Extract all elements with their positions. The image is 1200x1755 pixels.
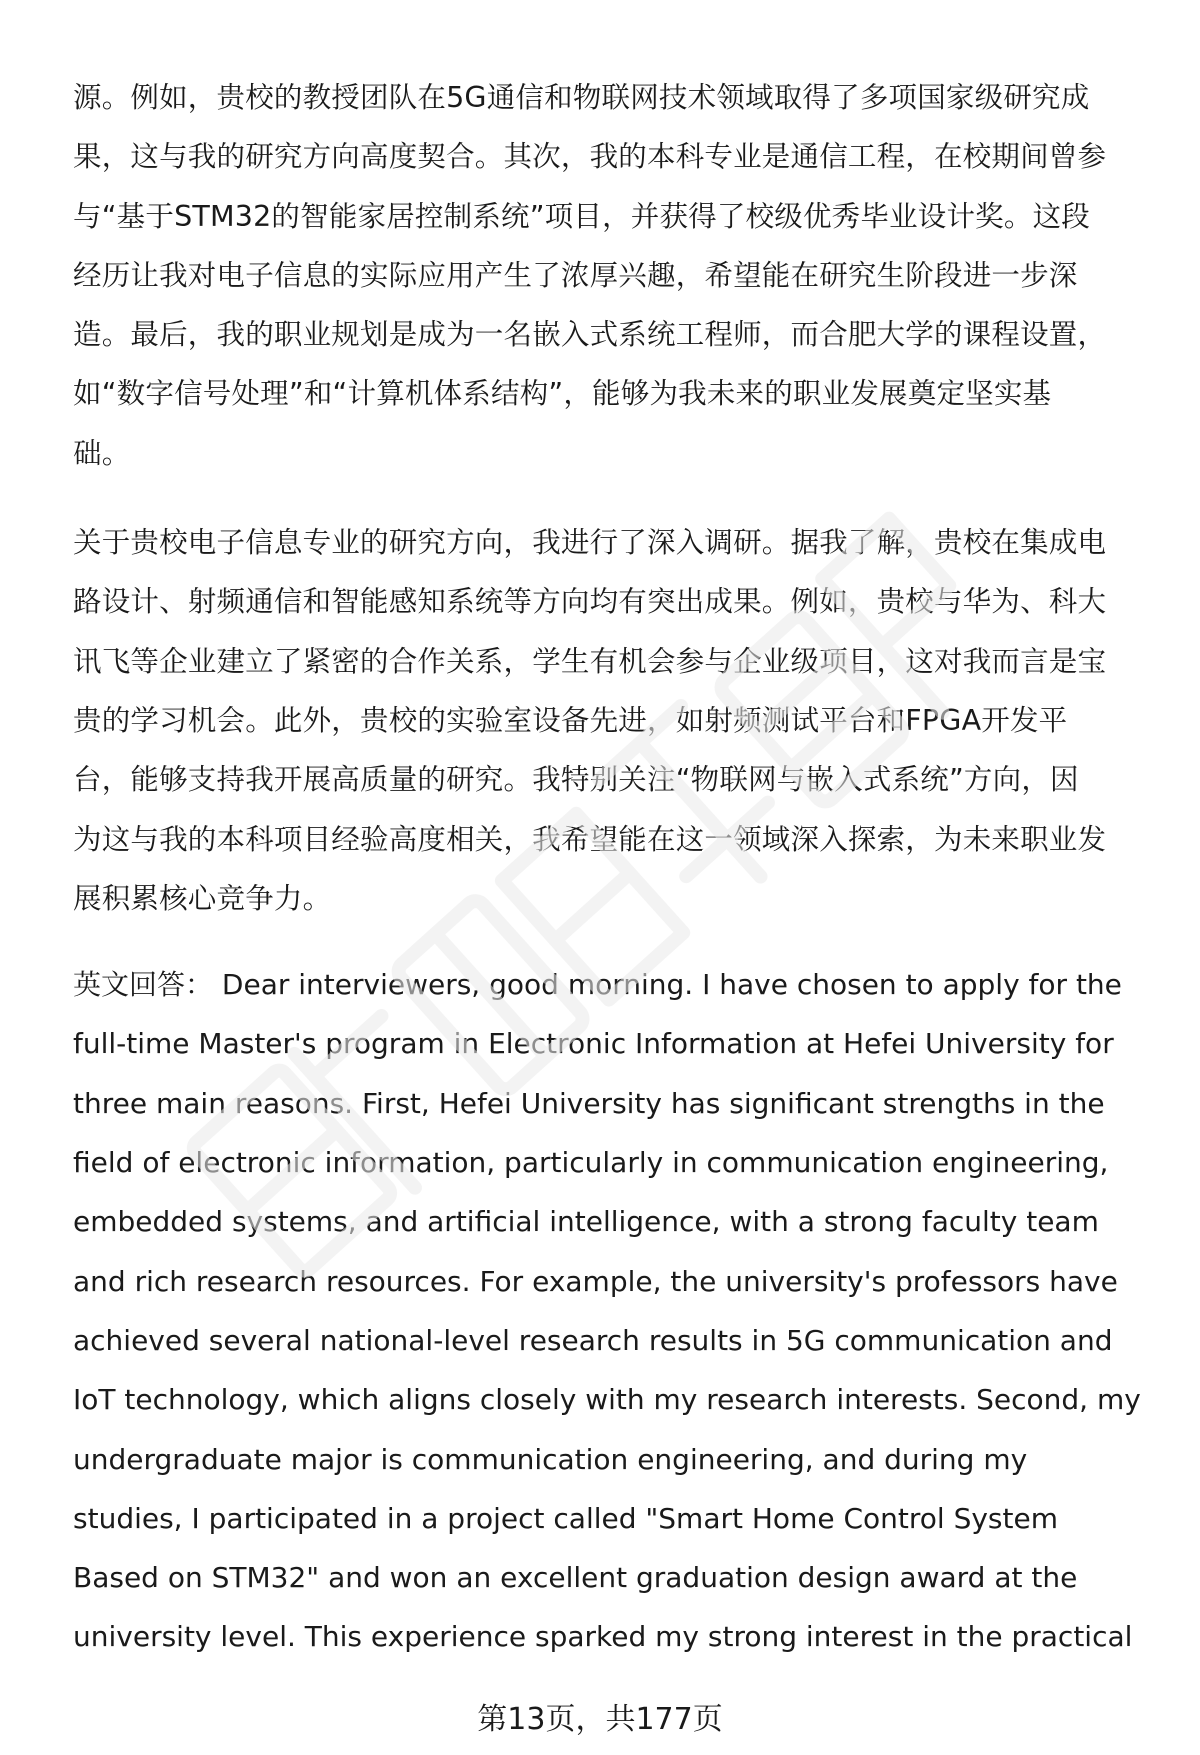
- paragraph-spacer: [73, 483, 1153, 513]
- text-line: IoT technology, which aligns closely with my research interests. Second, my: [73, 1383, 1141, 1417]
- paragraph-english-answer: [73, 955, 1153, 1667]
- text-line: university level. This experience sparked my strong interest in the practical: [73, 1620, 1133, 1654]
- text-line: 源。例如，贵校的教授团队在5G通信和物联网技术领域取得了多项国家级研究成: [73, 81, 1090, 114]
- text-line: 关于贵校电子信息专业的研究方向，我进行了深入调研。据我了解，贵校在集成电: [73, 526, 1107, 560]
- text-line: 如“数字信号处理”和“计算机体系结构”，能够为我未来的职业发展奠定坚实基: [73, 377, 1052, 411]
- text-line: 展积累核心竞争力。: [73, 881, 332, 915]
- text-line: 路设计、射频通信和智能感知系统等方向均有突出成果。例如，贵校与华为、科大: [73, 585, 1107, 619]
- paragraph-research-direction-zh: [73, 513, 1153, 928]
- text-line: 贵的学习机会。此外，贵校的实验室设备先进，如射频测试平台和FPGA开发平: [73, 703, 1068, 737]
- text-line: 础。: [73, 436, 131, 470]
- text-line: 讯飞等企业建立了紧密的合作关系，学生有机会参与企业级项目，这对我而言是宝: [73, 644, 1107, 678]
- paragraph-reasons-zh: [73, 68, 1153, 483]
- text-line: undergraduate major is communication engineering, and during my: [73, 1442, 1028, 1476]
- text-line: full-time Master's program in Electronic Information at Hefei University for: [73, 1027, 1114, 1061]
- text-line: achieved several national-level research results in 5G communication and: [73, 1323, 1113, 1357]
- text-line: and rich research resources. For example, the university's professors have: [73, 1264, 1118, 1298]
- text-line: 英文回答： Dear interviewers, good morning. I have chosen to apply for the: [73, 968, 1122, 1002]
- text-line: 与“基于STM32的智能家居控制系统”项目，并获得了校级优秀毕业设计奖。这段: [73, 199, 1090, 233]
- text-line: 果，这与我的研究方向高度契合。其次，我的本科专业是通信工程，在校期间曾参: [73, 140, 1107, 174]
- text-line: Based on STM32" and won an excellent graduation design award at the: [73, 1561, 1078, 1595]
- page-number-footer: 第13页，共177页: [477, 1702, 723, 1737]
- paragraph-spacer: [73, 928, 1153, 955]
- text-line: 台，能够支持我开展高质量的研究。我特别关注“物联网与嵌入式系统”方向，因: [73, 763, 1079, 797]
- text-line: field of electronic information, particularly in communication engineering,: [73, 1146, 1109, 1180]
- text-line: 造。最后，我的职业规划是成为一名嵌入式系统工程师，而合肥大学的课程设置，: [73, 318, 1107, 352]
- text-line: 为这与我的本科项目经验高度相关，我希望能在这一领域深入探索，为未来职业发: [73, 822, 1107, 856]
- text-line: studies, I participated in a project called "Smart Home Control System: [73, 1501, 1058, 1535]
- document-body: [73, 68, 1153, 1667]
- text-line: embedded systems, and artificial intelligence, with a strong faculty team: [73, 1205, 1099, 1239]
- text-line: three main reasons. First, Hefei University has significant strengths in the: [73, 1086, 1105, 1120]
- text-line: 经历让我对电子信息的实际应用产生了浓厚兴趣，希望能在研究生阶段进一步深: [73, 258, 1078, 292]
